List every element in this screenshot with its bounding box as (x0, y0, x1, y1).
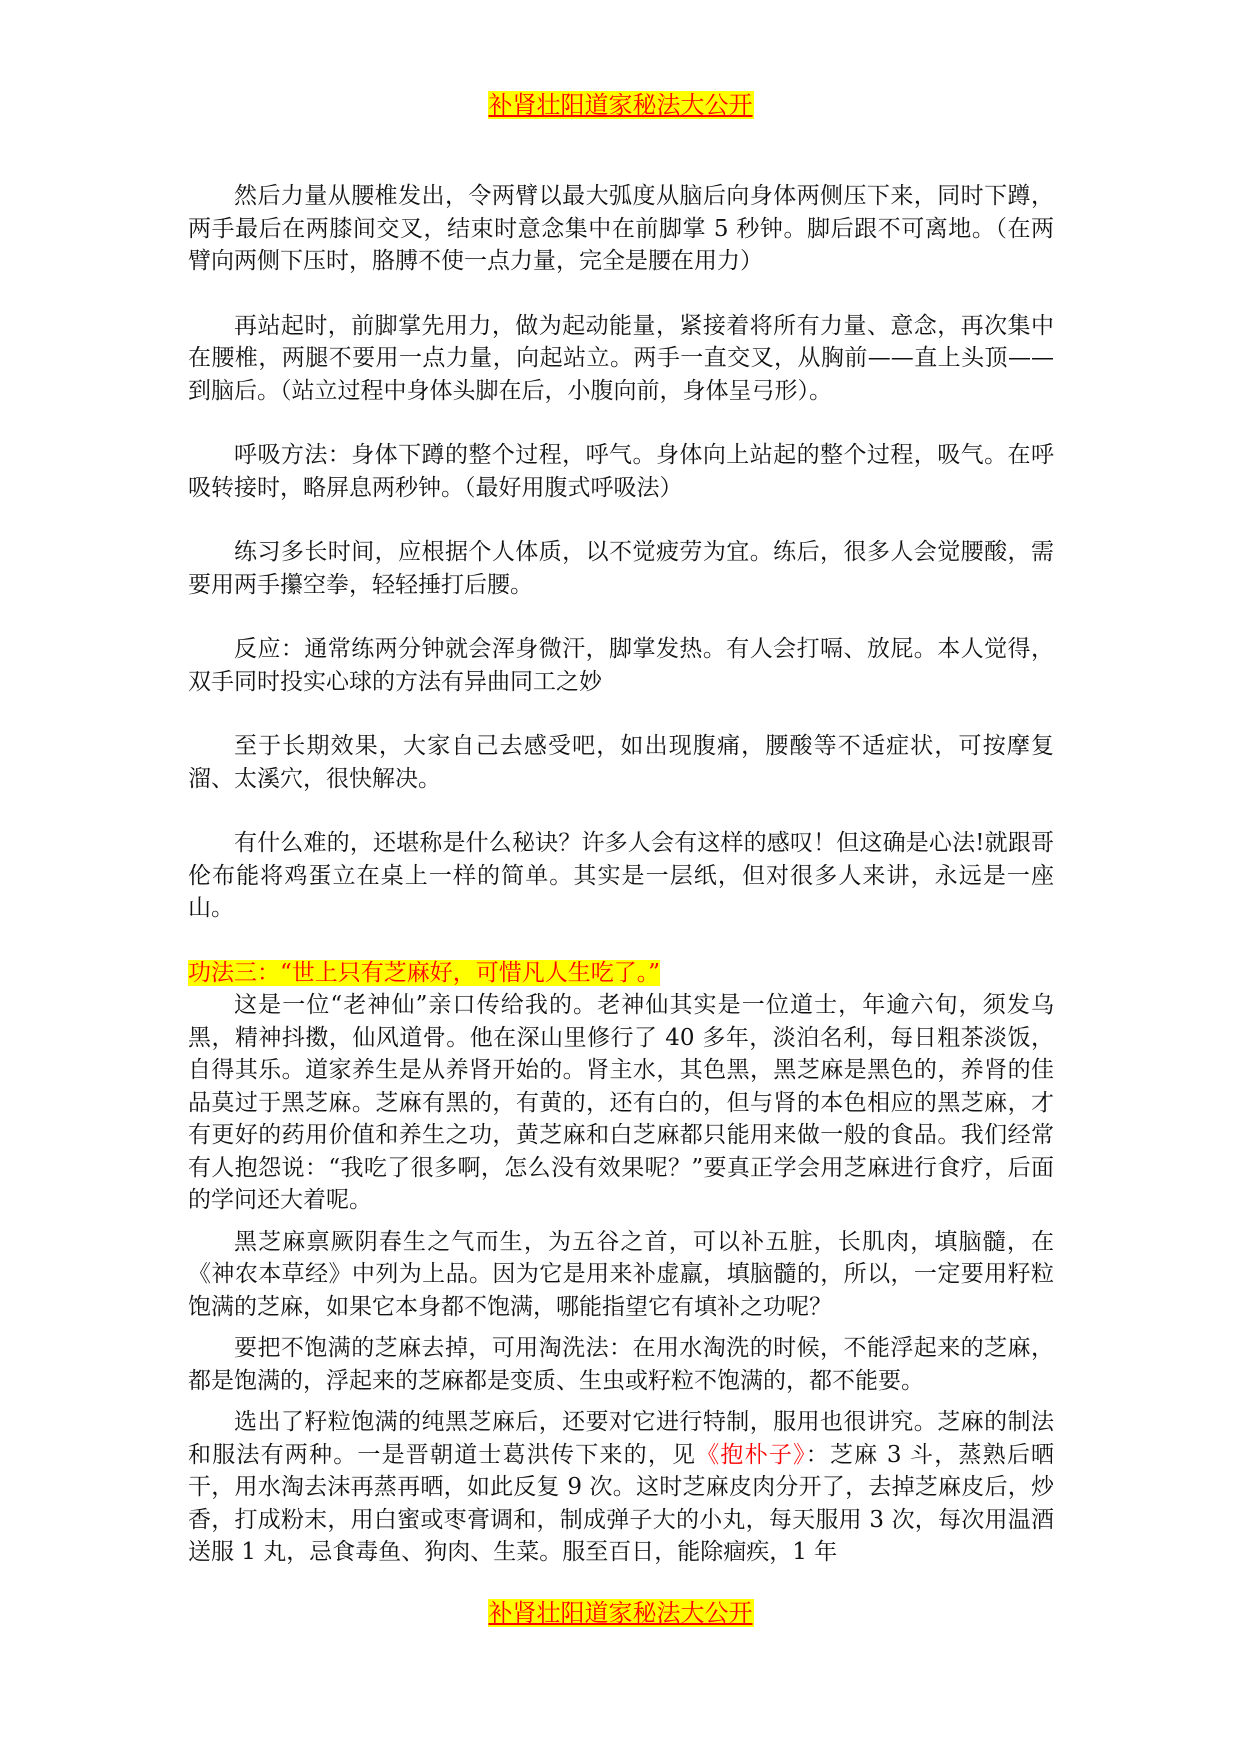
paragraph-secret: 有什么难的，还堪称是什么秘诀？许多人会有这样的感叹！但这确是心法!就跟哥伦布能将鸡蛋立在桌上一样的简单。其实是一层纸，但对很多人来讲，永远是一座山。 (188, 830, 1054, 921)
paragraph-breathing: 呼吸方法：身体下蹲的整个过程，呼气。身体向上站起的整个过程，吸气。在呼吸转接时，略屏息两秒钟。（最好用腹式呼吸法） (188, 442, 1054, 501)
header-title: 补肾壮阳道家秘法大公开 (488, 91, 753, 119)
paragraph-stand-up: 再站起时，前脚掌先用力，做为起动能量，紧接着将所有力量、意念，再次集中在腰椎，两腿不要用一点力量，向起站立。两手一直交叉，从胸前——直上头顶——到脑后。（站立过程中身体头脚在后，小腹向前，身体呈弓形）。 (188, 312, 1054, 404)
paragraph-duration: 练习多长时间，应根据个人体质，以不觉疲劳为宜。练后，很多人会觉腰酸，需要用两手攥空拳，轻轻捶打后腰。 (188, 539, 1054, 598)
document-body (188, 180, 1054, 1569)
preparation-text-after: ：芝麻 3 斗，蒸熟后晒干，用水淘去沫再蒸再晒，如此反复 9 次。这时芝麻皮肉分开了，去掉芝麻皮后，炒香，打成粉末，用白蜜或枣膏调和，制成弹子大的小丸，每天服用 3 次，每次用温酒送服 1 丸，忌食毒鱼、狗肉、生菜。服至百日，能除痼疾，1 年 (188, 1441, 1055, 1565)
paragraph-washing: 要把不饱满的芝麻去掉，可用淘洗法：在用水淘洗的时候，不能浮起来的芝麻，都是饱满的，浮起来的芝麻都是变质、生虫或籽粒不饱满的，都不能要。 (188, 1335, 1054, 1394)
section-heading (188, 957, 1054, 990)
paragraph-long-term: 至于长期效果，大家自己去感受吧，如出现腹痛，腰酸等不适症状，可按摩复溜、太溪穴，很快解决。 (188, 733, 1054, 792)
book-title-baopuzi: 《抱朴子》 (696, 1441, 806, 1468)
paragraph-reaction: 反应：通常练两分钟就会浑身微汗，脚掌发热。有人会打嗝、放屁。本人觉得，双手同时投实心球的方法有异曲同工之妙 (188, 636, 1054, 695)
paragraph-preparation (188, 1406, 1054, 1569)
paragraph-squat-down: 然后力量从腰椎发出，令两臂以最大弧度从脑后向身体两侧压下来，同时下蹲，两手最后在两膝间交叉，结束时意念集中在前脚掌 5 秒钟。脚后跟不可离地。（在两臂向两侧下压时，胳膊不使一点力量，完全是腰在用力） (188, 183, 1054, 274)
page-footer (0, 1596, 1241, 1630)
preparation-text-before: 选出了籽粒饱满的纯黑芝麻后，还要对它进行特制，服用也很讲究。芝麻的制法和服法有两种。一是晋朝道士葛洪传下来的，见 (188, 1409, 1054, 1468)
page-header (0, 88, 1241, 122)
section-heading-text: 功法三：“世上只有芝麻好，可惜凡人生吃了。” (188, 959, 661, 986)
paragraph-old-immortal: 这是一位“老神仙”亲口传给我的。老神仙其实是一位道士，年逾六旬，须发乌黑，精神抖擞，仙风道骨。他在深山里修行了 40 多年，淡泊名利，每日粗茶淡饭，自得其乐。道家养生是从养肾开始的。肾主水，其色黑，黑芝麻是黑色的，养肾的佳品莫过于黑芝麻。芝麻有黑的，有黄的，还有白的，但与肾的本色相应的黑芝麻，才有更好的药用价值和养生之功，黄芝麻和白芝麻都只能用来做一般的食品。我们经常有人抱怨说：“我吃了很多啊，怎么没有效果呢？”要真正学会用芝麻进行食疗，后面的学问还大着呢。 (188, 992, 1054, 1213)
footer-title: 补肾壮阳道家秘法大公开 (488, 1599, 753, 1627)
paragraph-black-sesame: 黑芝麻禀厥阴春生之气而生，为五谷之首，可以补五脏，长肌肉，填脑髓，在《神农本草经》中列为上品。因为它是用来补虚羸，填脑髓的，所以，一定要用籽粒饱满的芝麻，如果它本身都不饱满，哪能指望它有填补之功呢？ (188, 1228, 1054, 1320)
